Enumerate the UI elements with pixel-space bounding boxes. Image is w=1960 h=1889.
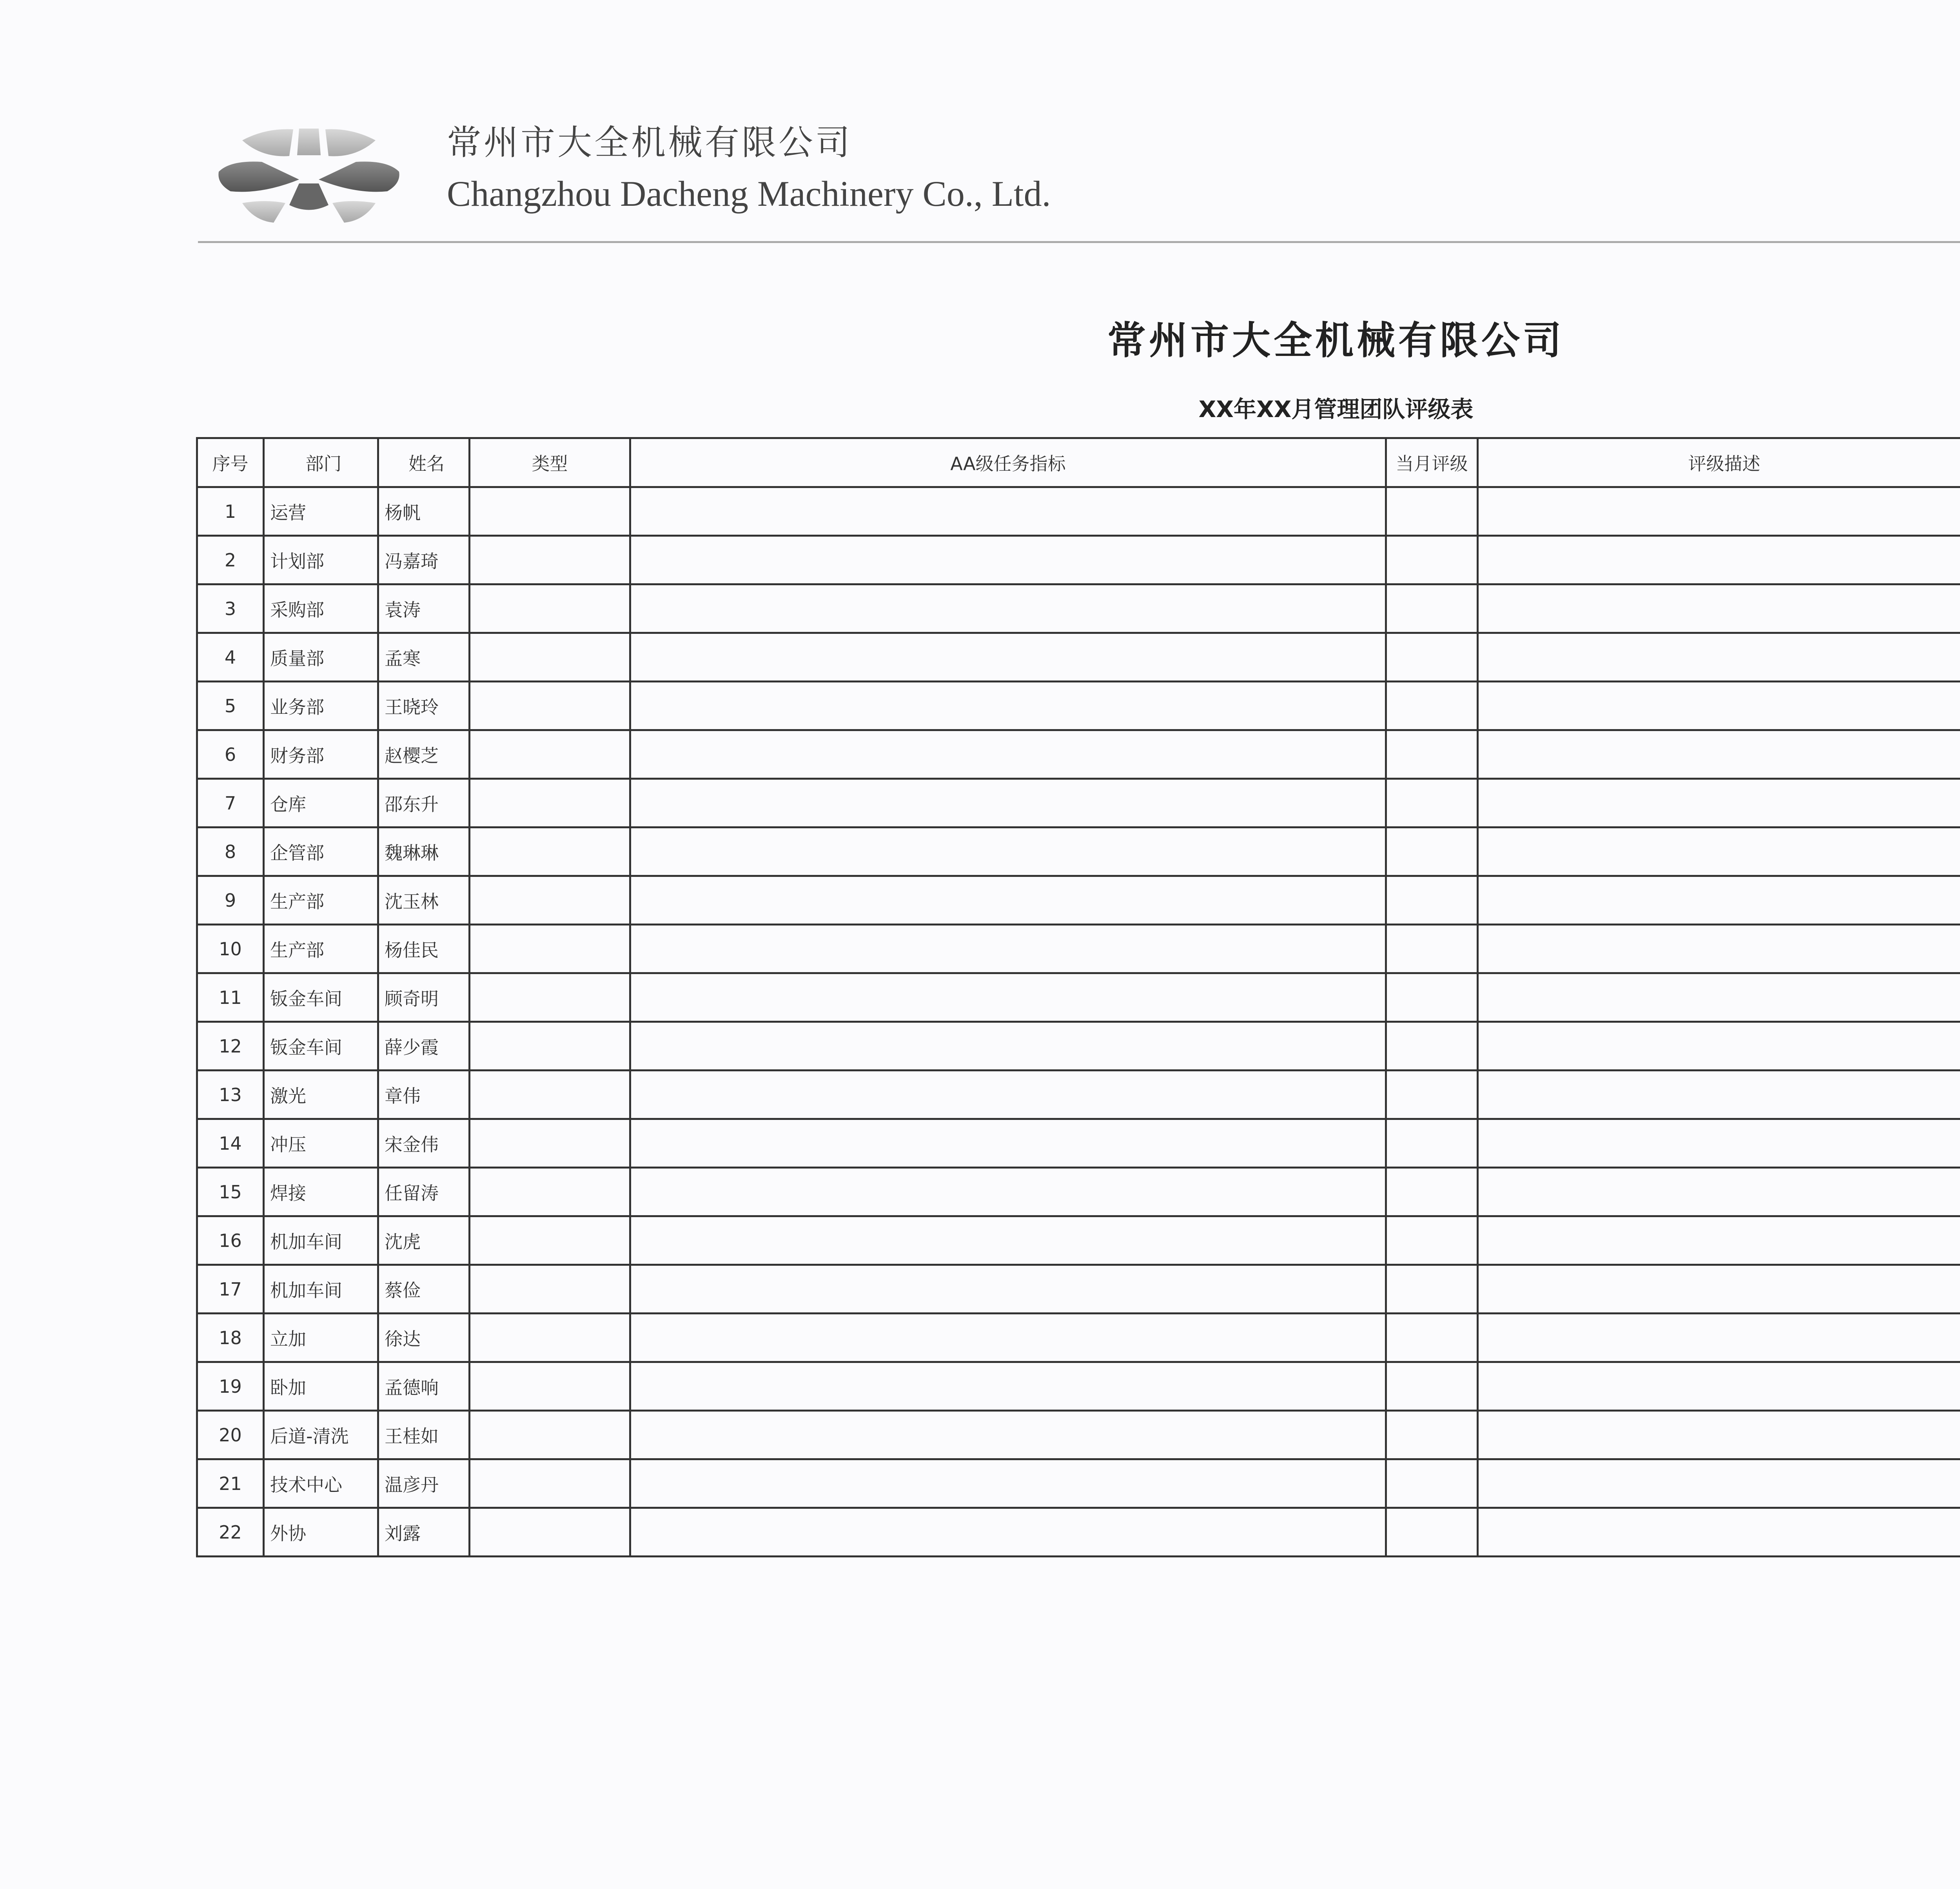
row-type-cell	[470, 1071, 630, 1119]
row-name: 王晓玲	[378, 682, 470, 730]
row-number: 12	[197, 1022, 264, 1071]
row-department: 冲压	[264, 1119, 378, 1168]
row-name: 邵东升	[378, 779, 470, 827]
row-rating-desc-cell	[1478, 682, 1960, 730]
row-department: 钣金车间	[264, 1022, 378, 1071]
table-row	[197, 1265, 1960, 1314]
row-aa-task-cell	[630, 1362, 1386, 1411]
row-name: 任留涛	[378, 1168, 470, 1216]
row-aa-task-cell	[630, 1216, 1386, 1265]
row-department: 立加	[264, 1314, 378, 1362]
row-rating-desc-cell	[1478, 1216, 1960, 1265]
row-department: 机加车间	[264, 1216, 378, 1265]
row-type-cell	[470, 584, 630, 633]
table-header-row	[197, 438, 1960, 487]
row-type-cell	[470, 925, 630, 973]
row-department: 外协	[264, 1508, 378, 1557]
row-number: 10	[197, 925, 264, 973]
row-aa-task-cell	[630, 1411, 1386, 1459]
row-type-cell	[470, 1411, 630, 1459]
table-row	[197, 1119, 1960, 1168]
row-monthly-rating-cell	[1386, 682, 1478, 730]
row-monthly-rating-cell	[1386, 1022, 1478, 1071]
form-subtitle: XX年XX月管理团队评级表	[1198, 396, 1474, 423]
row-monthly-rating-cell	[1386, 925, 1478, 973]
row-name: 孟寒	[378, 633, 470, 682]
row-department: 业务部	[264, 682, 378, 730]
row-number: 3	[197, 584, 264, 633]
row-department: 生产部	[264, 876, 378, 925]
row-department: 后道-清洗	[264, 1411, 378, 1459]
row-number: 17	[197, 1265, 264, 1314]
row-department: 激光	[264, 1071, 378, 1119]
row-number: 11	[197, 973, 264, 1022]
row-monthly-rating-cell	[1386, 1168, 1478, 1216]
row-name: 杨佳民	[378, 925, 470, 973]
row-monthly-rating-cell	[1386, 1362, 1478, 1411]
row-department: 仓库	[264, 779, 378, 827]
row-department: 财务部	[264, 730, 378, 779]
row-aa-task-cell	[630, 633, 1386, 682]
row-aa-task-cell	[630, 1119, 1386, 1168]
row-rating-desc-cell	[1478, 779, 1960, 827]
table-row	[197, 1168, 1960, 1216]
row-department: 钣金车间	[264, 973, 378, 1022]
row-number: 9	[197, 876, 264, 925]
row-type-cell	[470, 1459, 630, 1508]
row-aa-task-cell	[630, 730, 1386, 779]
row-name: 顾奇明	[378, 973, 470, 1022]
table-row	[197, 633, 1960, 682]
table-row	[197, 973, 1960, 1022]
row-rating-desc-cell	[1478, 1022, 1960, 1071]
col-header-type: 类型	[470, 438, 630, 487]
row-name: 薛少霞	[378, 1022, 470, 1071]
row-number: 6	[197, 730, 264, 779]
table-row	[197, 1216, 1960, 1265]
row-monthly-rating-cell	[1386, 1119, 1478, 1168]
row-department: 企管部	[264, 827, 378, 876]
row-monthly-rating-cell	[1386, 827, 1478, 876]
row-type-cell	[470, 1216, 630, 1265]
row-type-cell	[470, 1508, 630, 1557]
table-row	[197, 876, 1960, 925]
row-aa-task-cell	[630, 973, 1386, 1022]
row-name: 宋金伟	[378, 1119, 470, 1168]
row-rating-desc-cell	[1478, 1119, 1960, 1168]
row-department: 生产部	[264, 925, 378, 973]
row-number: 18	[197, 1314, 264, 1362]
header-divider	[198, 241, 1960, 243]
row-type-cell	[470, 827, 630, 876]
row-rating-desc-cell	[1478, 730, 1960, 779]
row-department: 卧加	[264, 1362, 378, 1411]
col-header-rating-desc: 评级描述	[1478, 438, 1960, 487]
row-number: 4	[197, 633, 264, 682]
row-type-cell	[470, 633, 630, 682]
row-name: 温彦丹	[378, 1459, 470, 1508]
row-department: 焊接	[264, 1168, 378, 1216]
table-row	[197, 827, 1960, 876]
table-row	[197, 1411, 1960, 1459]
row-type-cell	[470, 536, 630, 584]
row-type-cell	[470, 1314, 630, 1362]
row-rating-desc-cell	[1478, 827, 1960, 876]
row-rating-desc-cell	[1478, 1508, 1960, 1557]
row-number: 20	[197, 1411, 264, 1459]
row-type-cell	[470, 1119, 630, 1168]
row-department: 技术中心	[264, 1459, 378, 1508]
table-row	[197, 584, 1960, 633]
row-monthly-rating-cell	[1386, 487, 1478, 536]
table-row	[197, 1314, 1960, 1362]
row-department: 机加车间	[264, 1265, 378, 1314]
row-rating-desc-cell	[1478, 876, 1960, 925]
row-rating-desc-cell	[1478, 1459, 1960, 1508]
row-type-cell	[470, 1168, 630, 1216]
row-name: 杨帆	[378, 487, 470, 536]
row-rating-desc-cell	[1478, 1362, 1960, 1411]
table-row	[197, 730, 1960, 779]
col-header-dept: 部门	[264, 438, 378, 487]
col-header-name: 姓名	[378, 438, 470, 487]
row-monthly-rating-cell	[1386, 1216, 1478, 1265]
page-title: 常州市大全机械有限公司	[1107, 318, 1564, 363]
row-aa-task-cell	[630, 1022, 1386, 1071]
row-name: 魏琳琳	[378, 827, 470, 876]
row-type-cell	[470, 876, 630, 925]
col-header-aa-task: AA级任务指标	[630, 438, 1386, 487]
table-row	[197, 487, 1960, 536]
row-number: 2	[197, 536, 264, 584]
table-row	[197, 1362, 1960, 1411]
col-header-no: 序号	[197, 438, 264, 487]
row-rating-desc-cell	[1478, 584, 1960, 633]
row-aa-task-cell	[630, 925, 1386, 973]
row-number: 16	[197, 1216, 264, 1265]
table-row	[197, 682, 1960, 730]
table-row	[197, 536, 1960, 584]
table-row	[197, 925, 1960, 973]
row-aa-task-cell	[630, 1314, 1386, 1362]
row-aa-task-cell	[630, 1508, 1386, 1557]
row-aa-task-cell	[630, 536, 1386, 584]
row-name: 孟德响	[378, 1362, 470, 1411]
row-type-cell	[470, 1022, 630, 1071]
row-monthly-rating-cell	[1386, 1071, 1478, 1119]
row-monthly-rating-cell	[1386, 730, 1478, 779]
row-number: 13	[197, 1071, 264, 1119]
row-aa-task-cell	[630, 584, 1386, 633]
table-row	[197, 779, 1960, 827]
row-name: 冯嘉琦	[378, 536, 470, 584]
company-logo	[215, 125, 403, 227]
row-monthly-rating-cell	[1386, 584, 1478, 633]
row-number: 21	[197, 1459, 264, 1508]
row-type-cell	[470, 682, 630, 730]
row-rating-desc-cell	[1478, 973, 1960, 1022]
col-header-monthly-rating: 当月评级	[1386, 438, 1478, 487]
row-type-cell	[470, 487, 630, 536]
row-aa-task-cell	[630, 827, 1386, 876]
row-type-cell	[470, 1362, 630, 1411]
row-type-cell	[470, 779, 630, 827]
row-monthly-rating-cell	[1386, 1265, 1478, 1314]
row-monthly-rating-cell	[1386, 876, 1478, 925]
company-name-en: Changzhou Dacheng Machinery Co., Ltd.	[447, 174, 1051, 214]
row-name: 赵樱芝	[378, 730, 470, 779]
row-rating-desc-cell	[1478, 1265, 1960, 1314]
row-rating-desc-cell	[1478, 1314, 1960, 1362]
row-number: 7	[197, 779, 264, 827]
row-monthly-rating-cell	[1386, 973, 1478, 1022]
row-department: 质量部	[264, 633, 378, 682]
table-row	[197, 1022, 1960, 1071]
row-name: 袁涛	[378, 584, 470, 633]
row-number: 19	[197, 1362, 264, 1411]
row-rating-desc-cell	[1478, 925, 1960, 973]
table-row	[197, 1459, 1960, 1508]
rating-table	[196, 437, 1960, 1557]
row-name: 刘露	[378, 1508, 470, 1557]
row-number: 22	[197, 1508, 264, 1557]
row-monthly-rating-cell	[1386, 633, 1478, 682]
row-number: 5	[197, 682, 264, 730]
row-department: 计划部	[264, 536, 378, 584]
row-type-cell	[470, 1265, 630, 1314]
row-type-cell	[470, 973, 630, 1022]
row-number: 15	[197, 1168, 264, 1216]
table-row	[197, 1508, 1960, 1557]
row-name: 王桂如	[378, 1411, 470, 1459]
row-rating-desc-cell	[1478, 1411, 1960, 1459]
row-number: 1	[197, 487, 264, 536]
row-rating-desc-cell	[1478, 536, 1960, 584]
row-rating-desc-cell	[1478, 1071, 1960, 1119]
row-rating-desc-cell	[1478, 487, 1960, 536]
row-monthly-rating-cell	[1386, 1508, 1478, 1557]
row-rating-desc-cell	[1478, 633, 1960, 682]
row-aa-task-cell	[630, 1265, 1386, 1314]
row-name: 蔡俭	[378, 1265, 470, 1314]
row-monthly-rating-cell	[1386, 536, 1478, 584]
row-monthly-rating-cell	[1386, 1459, 1478, 1508]
row-department: 运营	[264, 487, 378, 536]
table-row	[197, 1071, 1960, 1119]
row-number: 14	[197, 1119, 264, 1168]
row-monthly-rating-cell	[1386, 1411, 1478, 1459]
row-department: 采购部	[264, 584, 378, 633]
row-name: 沈玉林	[378, 876, 470, 925]
row-number: 8	[197, 827, 264, 876]
row-monthly-rating-cell	[1386, 779, 1478, 827]
row-aa-task-cell	[630, 876, 1386, 925]
row-name: 徐达	[378, 1314, 470, 1362]
row-aa-task-cell	[630, 682, 1386, 730]
row-type-cell	[470, 730, 630, 779]
row-aa-task-cell	[630, 779, 1386, 827]
row-aa-task-cell	[630, 487, 1386, 536]
row-name: 章伟	[378, 1071, 470, 1119]
row-monthly-rating-cell	[1386, 1314, 1478, 1362]
row-rating-desc-cell	[1478, 1168, 1960, 1216]
row-aa-task-cell	[630, 1168, 1386, 1216]
company-name-cn: 常州市大全机械有限公司	[447, 122, 853, 163]
row-name: 沈虎	[378, 1216, 470, 1265]
row-aa-task-cell	[630, 1071, 1386, 1119]
row-aa-task-cell	[630, 1459, 1386, 1508]
